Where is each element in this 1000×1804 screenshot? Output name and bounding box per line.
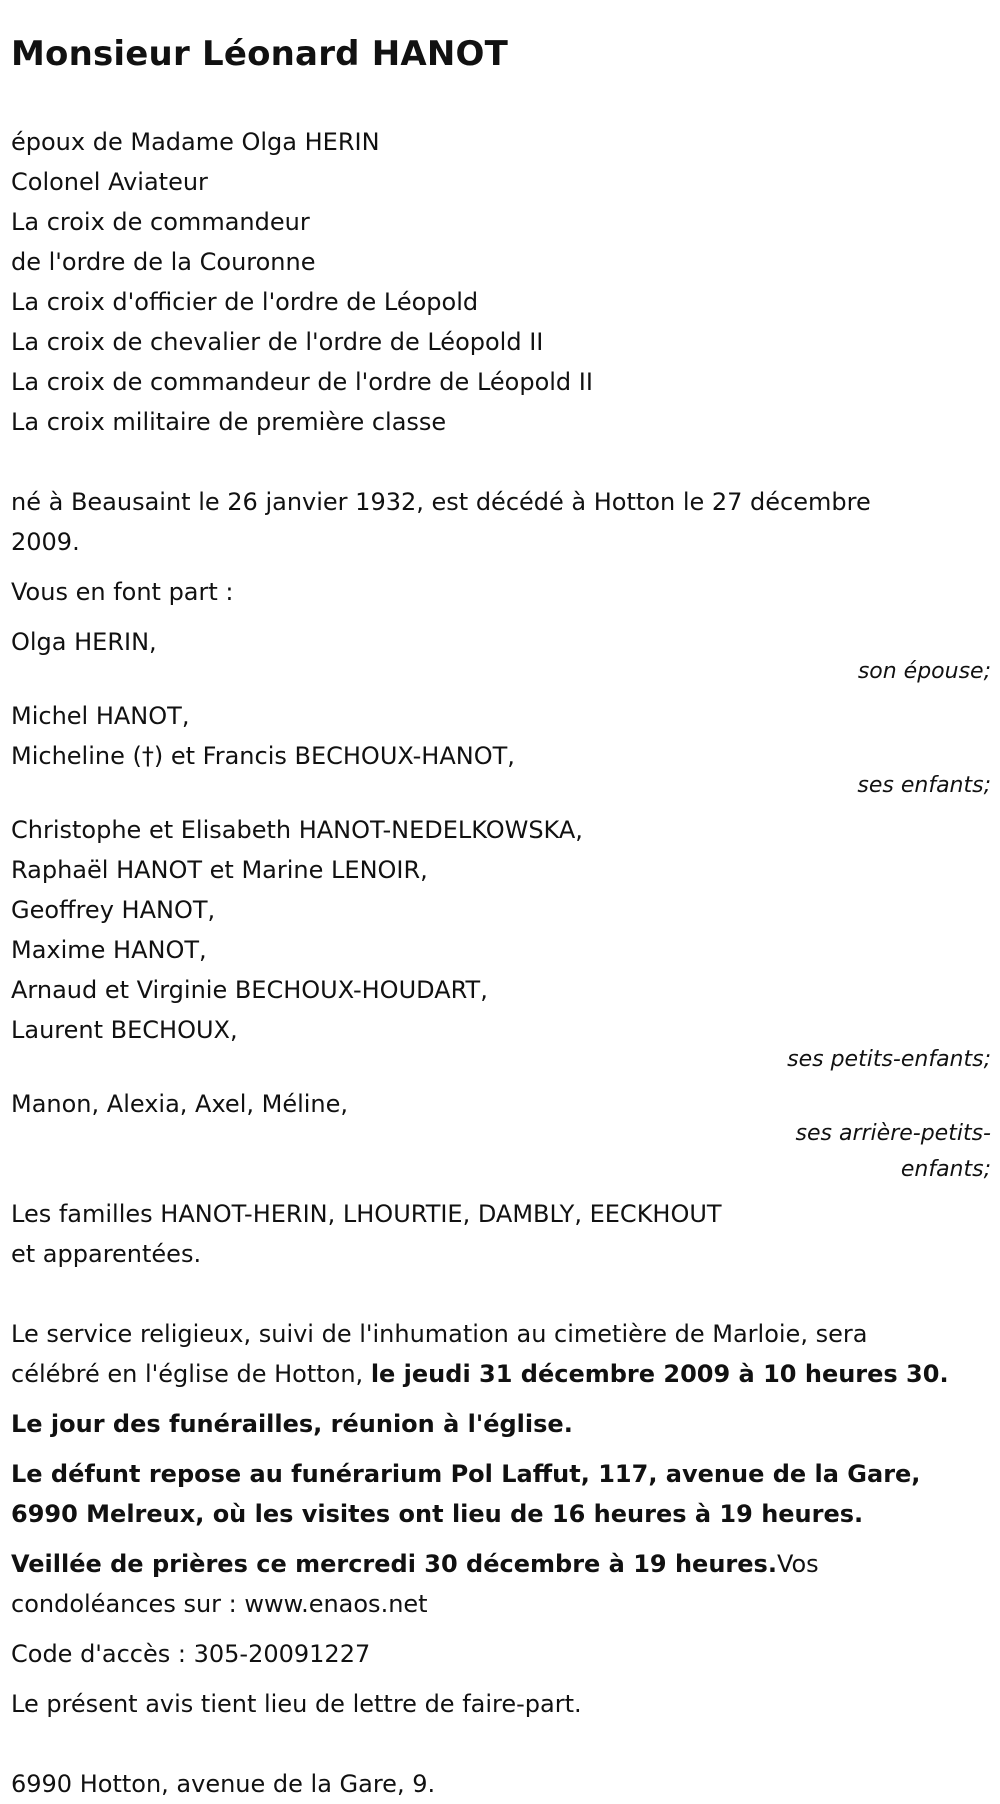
condolences-prefix: Vos [776,1550,819,1578]
rest-block [11,1454,991,1534]
birth-death-line: 2009. [11,528,80,556]
families-line: Les familles HANOT-HERIN, LHOURTIE, DAMBLY, EECKHOUT [11,1200,722,1228]
access-code: Code d'accès : 305-20091227 [11,1640,371,1668]
family-name: Laurent BECHOUX, [11,1016,238,1044]
families-line: et apparentées. [11,1240,202,1268]
family-role: enfants; [900,1157,991,1182]
title-line: époux de Madame Olga HERIN [11,128,380,156]
spouse-group [11,622,991,690]
service-block [11,1314,991,1394]
announce-text: Vous en font part : [11,578,234,606]
title-line: La croix de commandeur de l'ordre de Léopold II [11,368,593,396]
vigil-line [11,1544,991,1584]
family-role: ses arrière-petits- [795,1121,991,1146]
title-line: Colonel Aviateur [11,168,208,196]
vigil-text: Veillée de prières ce mercredi 30 décembre à 19 heures. [11,1550,777,1578]
notice-text: Le présent avis tient lieu de lettre de faire-part. [11,1690,582,1718]
title-line: La croix d'officier de l'ordre de Léopold [11,288,479,316]
address-text: 6990 Hotton, avenue de la Gare, 9. [11,1770,436,1798]
service-line: Le service religieux, suivi de l'inhumation au cimetière de Marloie, sera [11,1320,868,1348]
family-role: ses enfants; [857,773,991,798]
family-name: Raphaël HANOT et Marine LENOIR, [11,856,428,884]
family-name: Olga HERIN, [11,628,157,656]
title-line: La croix de commandeur [11,208,310,236]
family-name: Maxime HANOT, [11,936,207,964]
family-name: Geoffrey HANOT, [11,896,216,924]
condolences-line: condoléances sur : www.enaos.net [11,1590,428,1618]
rest-line: Le défunt repose au funérarium Pol Laffut, 117, avenue de la Gare, [11,1460,921,1488]
birth-death-block [11,482,991,562]
family-name: Micheline (†) et Francis BECHOUX-HANOT, [11,742,515,770]
title-line: de l'ordre de la Couronne [11,248,316,276]
service-text: célébré en l'église de Hotton, [11,1360,371,1388]
page-title: Monsieur Léonard HANOT [11,34,509,74]
family-name: Arnaud et Virginie BECHOUX-HOUDART, [11,976,488,1004]
family-name: Christophe et Elisabeth HANOT-NEDELKOWSKA, [11,816,583,844]
funeral-day-text: Le jour des funérailles, réunion à l'église. [11,1410,573,1438]
family-role: son épouse; [857,659,991,684]
vigil-block [11,1544,991,1624]
titles-block [11,122,991,442]
title-line: La croix de chevalier de l'ordre de Léopold II [11,328,544,356]
service-date: le jeudi 31 décembre 2009 à 10 heures 30. [370,1360,949,1388]
rest-line: 6990 Melreux, où les visites ont lieu de 16 heures à 19 heures. [11,1500,864,1528]
birth-death-line: né à Beausaint le 26 janvier 1932, est décédé à Hotton le 27 décembre [11,488,871,516]
service-line [11,1354,991,1394]
family-name: Michel HANOT, [11,702,190,730]
family-name: Manon, Alexia, Axel, Méline, [11,1090,349,1118]
family-role: ses petits-enfants; [787,1047,991,1072]
families-block [11,1194,991,1274]
grandchildren-group [11,810,991,1078]
children-group [11,696,991,804]
great-grandchildren-group [11,1084,991,1188]
title-line: La croix militaire de première classe [11,408,447,436]
obituary-content [11,122,991,1804]
